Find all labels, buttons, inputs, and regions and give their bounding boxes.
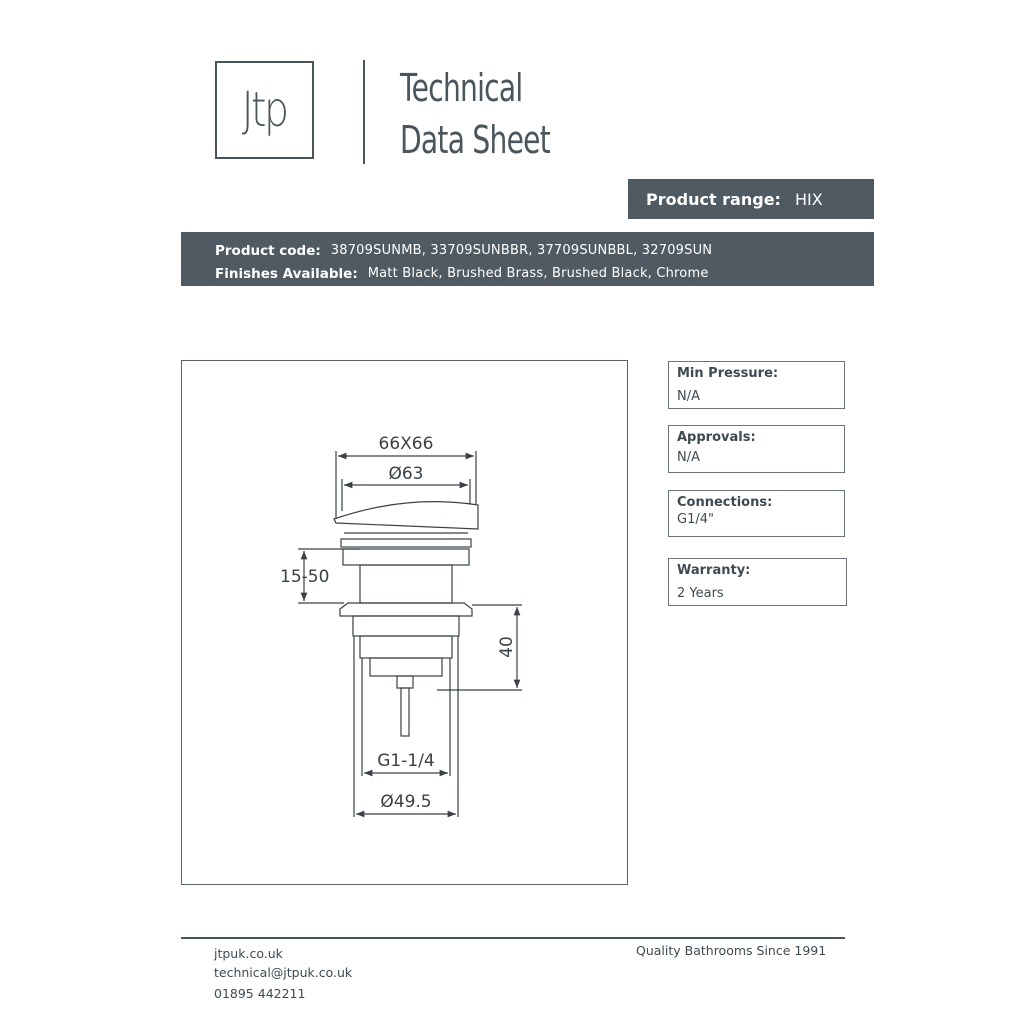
connections-value: G1/4" xyxy=(677,512,714,527)
min-pressure-value: N/A xyxy=(677,389,700,404)
pin-collar xyxy=(397,676,413,688)
upper-stem xyxy=(360,565,452,603)
title-line-2: Data Sheet xyxy=(400,118,550,162)
waste-drawing xyxy=(182,361,629,886)
body-thread xyxy=(360,636,452,658)
spec-box-approvals xyxy=(668,425,845,473)
lower-flange xyxy=(340,603,472,616)
dim-label-63: Ø63 xyxy=(388,464,424,484)
warranty-value: 2 Years xyxy=(677,586,724,601)
title-line-1: Technical xyxy=(400,66,523,110)
upper-ring xyxy=(343,549,469,565)
warranty-label: Warranty: xyxy=(677,563,751,578)
spec-box-connections xyxy=(668,490,845,537)
cap-flange xyxy=(341,539,471,547)
dim-label-thread: G1-1/4 xyxy=(377,751,435,771)
spec-box-warranty xyxy=(668,558,847,606)
finishes-label: Finishes Available: xyxy=(215,265,358,282)
dim-label-66x66: 66X66 xyxy=(378,434,434,454)
product-range-bar xyxy=(628,179,874,219)
dim-label-49-5: Ø49.5 xyxy=(380,792,432,812)
connections-label: Connections: xyxy=(677,495,773,510)
logo-text: Jtp xyxy=(242,82,287,138)
product-code-label: Product code: xyxy=(215,242,321,259)
footer-website[interactable]: jtpuk.co.uk xyxy=(214,946,283,961)
header-divider xyxy=(363,60,365,164)
finishes-value: Matt Black, Brushed Brass, Brushed Black, Chrome xyxy=(367,266,709,281)
footer-phone: 01895 442211 xyxy=(214,986,306,1001)
product-code-value: 38709SUNMB, 33709SUNBBR, 37709SUNBBL, 32709SUN xyxy=(330,243,713,258)
waste-cap xyxy=(334,502,478,529)
product-code-row xyxy=(215,239,874,262)
footer-rule xyxy=(181,937,845,939)
body-upper xyxy=(353,616,459,636)
footer-email[interactable]: technical@jtpuk.co.uk xyxy=(214,965,353,980)
technical-drawing-panel xyxy=(181,360,628,885)
approvals-value: N/A xyxy=(677,450,700,465)
product-info-bar xyxy=(181,232,874,286)
min-pressure-label: Min Pressure: xyxy=(677,366,779,381)
pin-shaft xyxy=(401,688,409,736)
product-range-value: HIX xyxy=(794,189,823,209)
dim-label-15-50: 15-50 xyxy=(280,567,330,587)
product-range-label: Product range: xyxy=(646,189,781,209)
jtp-logo xyxy=(215,61,314,159)
approvals-label: Approvals: xyxy=(677,430,756,445)
spec-box-min-pressure xyxy=(668,361,845,409)
footer-tagline: Quality Bathrooms Since 1991 xyxy=(636,943,827,958)
dim-label-40: 40 xyxy=(497,636,517,658)
finishes-row xyxy=(215,262,874,285)
body-lower xyxy=(370,658,442,676)
